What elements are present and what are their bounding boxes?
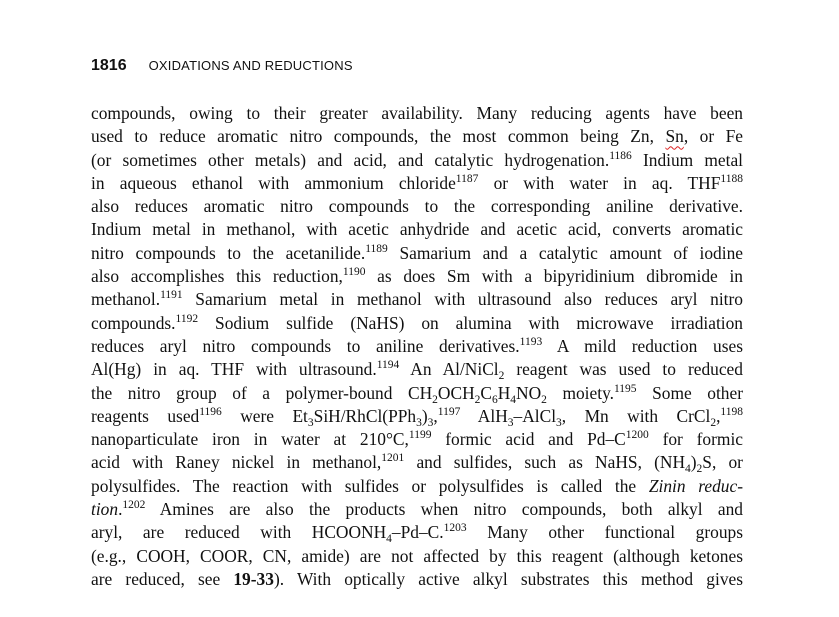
text-line: Indium metal in methanol, with acetic anhydride and acetic acid, converts aromatic (91, 219, 743, 240)
citation-ref: 1197 (437, 405, 461, 418)
text-line: compounds, owing to their greater availability. Many reducing agents have been (91, 103, 743, 123)
citation-ref: 1188 (720, 172, 743, 185)
text-line: the nitro group of a polymer-bound $CH_2OCH_2C_6H_4NO_2$ moiety.$^{1195}$ Some other (91, 382, 743, 406)
text-line: also accomplishes this reduction,$^{1190}$ as does Sm with a bipyridinium dibromide in (91, 266, 743, 287)
body-paragraph (91, 102, 743, 591)
text-line: used to reduce aromatic nitro compounds, the most common being Zn, Sn, or Fe (91, 126, 743, 147)
page-number: 1816 (91, 57, 127, 74)
citation-ref: 1199 (408, 429, 432, 442)
text-line: nitro compounds to the acetanilide.$^{1189}$ Samarium and a catalytic amount of iodine (91, 242, 743, 263)
text-line: compounds.$^{1192}$ Sodium sulfide (NaHS) on alumina with microwave irradiation (91, 312, 743, 333)
text-line: tion.$^{1202}$ Amines are also the products when nitro compounds, both alkyl and (91, 499, 743, 520)
text-line: methanol.$^{1191}$ Samarium metal in methanol with ultrasound also reduces aryl nitro (91, 289, 743, 310)
text-line: are reduced, see 19-33). With optically active alkyl substrates this method gives (91, 568, 744, 589)
text-line: (or sometimes other metals) and acid, and catalytic hydrogenation.$^{1186}$ Indium metal (91, 149, 743, 170)
text-line: also reduces aromatic nitro compounds to the corresponding aniline derivative. (91, 196, 743, 217)
citation-ref: 1186 (609, 149, 632, 162)
citation-ref: 1187 (455, 172, 479, 185)
citation-ref: 1194 (376, 359, 400, 372)
citation-ref: 1196 (199, 405, 222, 418)
citation-ref: 1201 (381, 452, 405, 465)
text-line: acid with Raney nickel in methanol,$^{1201}$ and sulfides, such as NaHS, $(NH_4)_2S$, or (91, 452, 743, 476)
text-line: Al(Hg) in aq. THF with ultrasound.$^{1194}$ An Al/NiCl$_2$ reagent was used to reduced (91, 359, 743, 383)
running-header (91, 57, 353, 75)
text-line: reduces aryl nitro compounds to aniline derivatives.$^{1193}$ A mild reduction uses (91, 335, 743, 356)
citation-ref: 1202 (122, 499, 146, 512)
running-title: OXIDATIONS AND REDUCTIONS (148, 58, 353, 73)
text-line: polysulfides. The reaction with sulfides or polysulfides is called the Zinin reduc- (91, 475, 743, 496)
named-reaction: tion (91, 499, 119, 520)
citation-ref: 1198 (720, 405, 743, 418)
section-reference: 19-33 (233, 568, 274, 589)
citation-ref: 1195 (613, 382, 637, 395)
citation-ref: 1200 (625, 429, 649, 442)
citation-ref: 1190 (342, 266, 366, 279)
citation-ref: 1189 (365, 242, 388, 255)
citation-ref: 1193 (519, 335, 543, 348)
text-line: (e.g., COOH, COOR, CN, amide) are not affected by this reagent (although ketones (91, 545, 743, 566)
named-reaction: Zinin reduc- (648, 475, 743, 496)
citation-ref: 1191 (160, 289, 183, 302)
citation-ref: 1192 (175, 312, 199, 325)
text-line: aryl, are reduced with $HCOONH_4-Pd-C.^{1203}$ Many other functional groups (91, 522, 743, 546)
text-line: nanoparticulate iron in water at 210°C,$^{1199}$ formic acid and $Pd-C^{1200}$ for formic (91, 429, 743, 450)
citation-ref: 1203 (443, 522, 467, 535)
text-line: reagents used$^{1196}$ were $Et_3SiH/RhCl(PPh_3)_3,^{1197}$ AlH$_3$–AlCl$_3$, Mn with CrCl$_2$,$^{1198}$ (91, 405, 743, 429)
text-line: in aqueous ethanol with ammonium chloride$^{1187}$ or with water in aq. $THF^{1188}$ (91, 172, 743, 193)
spellcheck-underline: Sn (665, 126, 684, 147)
